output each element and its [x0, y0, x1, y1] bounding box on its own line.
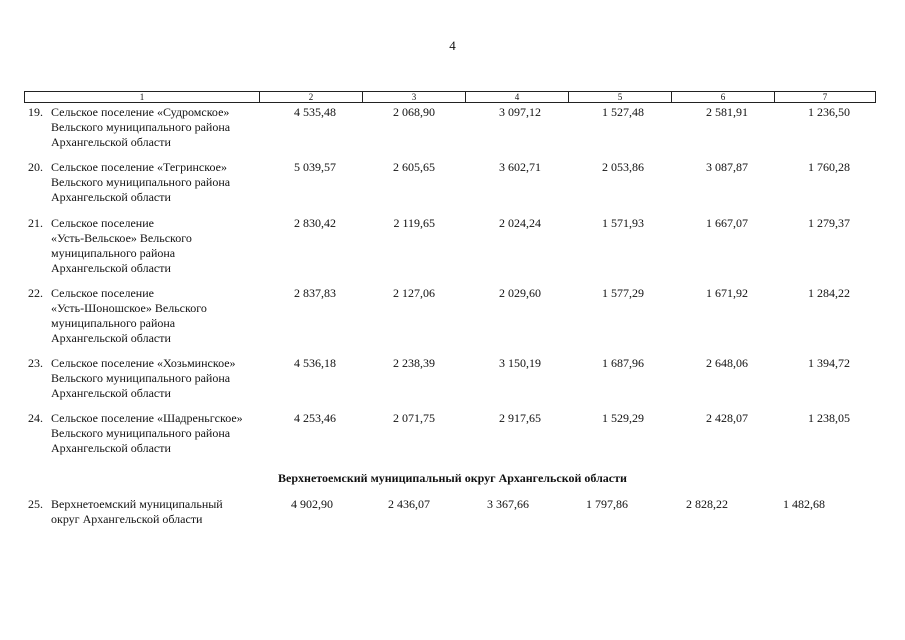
row-name-line: Сельское поселение: [51, 216, 154, 230]
row-name-line: Архангельской области: [51, 135, 171, 149]
header-col-6: 6: [671, 92, 774, 102]
cell-col-6: 2 828,22: [686, 497, 728, 511]
cell-col-7: 1 760,28: [808, 160, 850, 174]
cell-col-2: 4 536,18: [294, 356, 336, 370]
cell-col-3: 2 436,07: [388, 497, 430, 511]
cell-col-5: 1 687,96: [602, 356, 644, 370]
row-name-line: Сельское поселение «Хозьминское»: [51, 356, 236, 370]
cell-col-6: 3 087,87: [706, 160, 748, 174]
row-name: [51, 497, 266, 527]
row-number: 20.: [28, 160, 43, 174]
row-name: [51, 356, 266, 401]
row-name: [51, 411, 266, 456]
row-name-line: Сельское поселение «Судромское»: [51, 105, 230, 119]
cell-col-6: 2 648,06: [706, 356, 748, 370]
cell-col-2: 4 902,90: [291, 497, 333, 511]
cell-col-3: 2 605,65: [393, 160, 435, 174]
cell-col-5: 1 797,86: [586, 497, 628, 511]
cell-col-3: 2 071,75: [393, 411, 435, 425]
cell-col-2: 4 253,46: [294, 411, 336, 425]
cell-col-2: 5 039,57: [294, 160, 336, 174]
cell-col-4: 3 150,19: [499, 356, 541, 370]
header-col-3: 3: [362, 92, 465, 102]
row-name-line: Архангельской области: [51, 261, 171, 275]
row-name-line: округ Архангельской области: [51, 512, 203, 526]
row-name-line: Архангельской области: [51, 190, 171, 204]
row-name-line: муниципального района: [51, 316, 176, 330]
cell-col-7: 1 482,68: [783, 497, 825, 511]
header-col-5: 5: [568, 92, 671, 102]
cell-col-7: 1 394,72: [808, 356, 850, 370]
row-name-line: Вельского муниципального района: [51, 175, 231, 189]
cell-col-3: 2 127,06: [393, 286, 435, 300]
cell-col-5: 1 529,29: [602, 411, 644, 425]
row-name-line: «Усть-Вельское» Вельского: [51, 231, 192, 245]
row-name-line: Вельского муниципального района: [51, 371, 231, 385]
cell-col-4: 3 602,71: [499, 160, 541, 174]
cell-col-5: 1 571,93: [602, 216, 644, 230]
cell-col-3: 2 068,90: [393, 105, 435, 119]
cell-col-6: 1 671,92: [706, 286, 748, 300]
cell-col-3: 2 238,39: [393, 356, 435, 370]
header-col-7: 7: [774, 92, 875, 102]
cell-col-5: 2 053,86: [602, 160, 644, 174]
row-name-line: «Усть-Шоношское» Вельского: [51, 301, 207, 315]
row-name-line: Вельского муниципального района: [51, 120, 231, 134]
row-name-line: Сельское поселение «Шадреньгское»: [51, 411, 243, 425]
cell-col-4: 2 917,65: [499, 411, 541, 425]
cell-col-2: 2 830,42: [294, 216, 336, 230]
row-name: [51, 286, 266, 346]
row-name-line: Верхнетоемский муниципальный: [51, 497, 223, 511]
cell-col-7: 1 284,22: [808, 286, 850, 300]
row-number: 22.: [28, 286, 43, 300]
cell-col-7: 1 279,37: [808, 216, 850, 230]
header-col-1: 1: [139, 92, 145, 102]
cell-col-4: 2 024,24: [499, 216, 541, 230]
cell-col-4: 2 029,60: [499, 286, 541, 300]
row-number: 25.: [28, 497, 43, 511]
cell-col-5: 1 577,29: [602, 286, 644, 300]
row-number: 21.: [28, 216, 43, 230]
section-heading: Верхнетоемский муниципальный округ Архангельской области: [278, 471, 627, 485]
row-name-line: Вельского муниципального района: [51, 426, 231, 440]
header-col-4: 4: [465, 92, 568, 102]
cell-col-3: 2 119,65: [393, 216, 435, 230]
page-number: 4: [449, 38, 456, 53]
row-number: 23.: [28, 356, 43, 370]
header-col-2: 2: [259, 92, 362, 102]
row-name-line: Архангельской области: [51, 441, 171, 455]
cell-col-6: 2 428,07: [706, 411, 748, 425]
row-name: [51, 216, 266, 276]
row-name-line: Архангельской области: [51, 331, 171, 345]
row-name-line: Архангельской области: [51, 386, 171, 400]
cell-col-6: 2 581,91: [706, 105, 748, 119]
row-name-line: Сельское поселение: [51, 286, 154, 300]
cell-col-7: 1 236,50: [808, 105, 850, 119]
cell-col-2: 4 535,48: [294, 105, 336, 119]
cell-col-4: 3 367,66: [487, 497, 529, 511]
row-name: [51, 160, 266, 205]
row-name-line: Сельское поселение «Тегринское»: [51, 160, 227, 174]
row-name: [51, 105, 266, 150]
cell-col-7: 1 238,05: [808, 411, 850, 425]
row-number: 19.: [28, 105, 43, 119]
cell-col-6: 1 667,07: [706, 216, 748, 230]
row-name-line: муниципального района: [51, 246, 176, 260]
table-header: [24, 91, 876, 103]
row-number: 24.: [28, 411, 43, 425]
cell-col-2: 2 837,83: [294, 286, 336, 300]
cell-col-4: 3 097,12: [499, 105, 541, 119]
cell-col-5: 1 527,48: [602, 105, 644, 119]
